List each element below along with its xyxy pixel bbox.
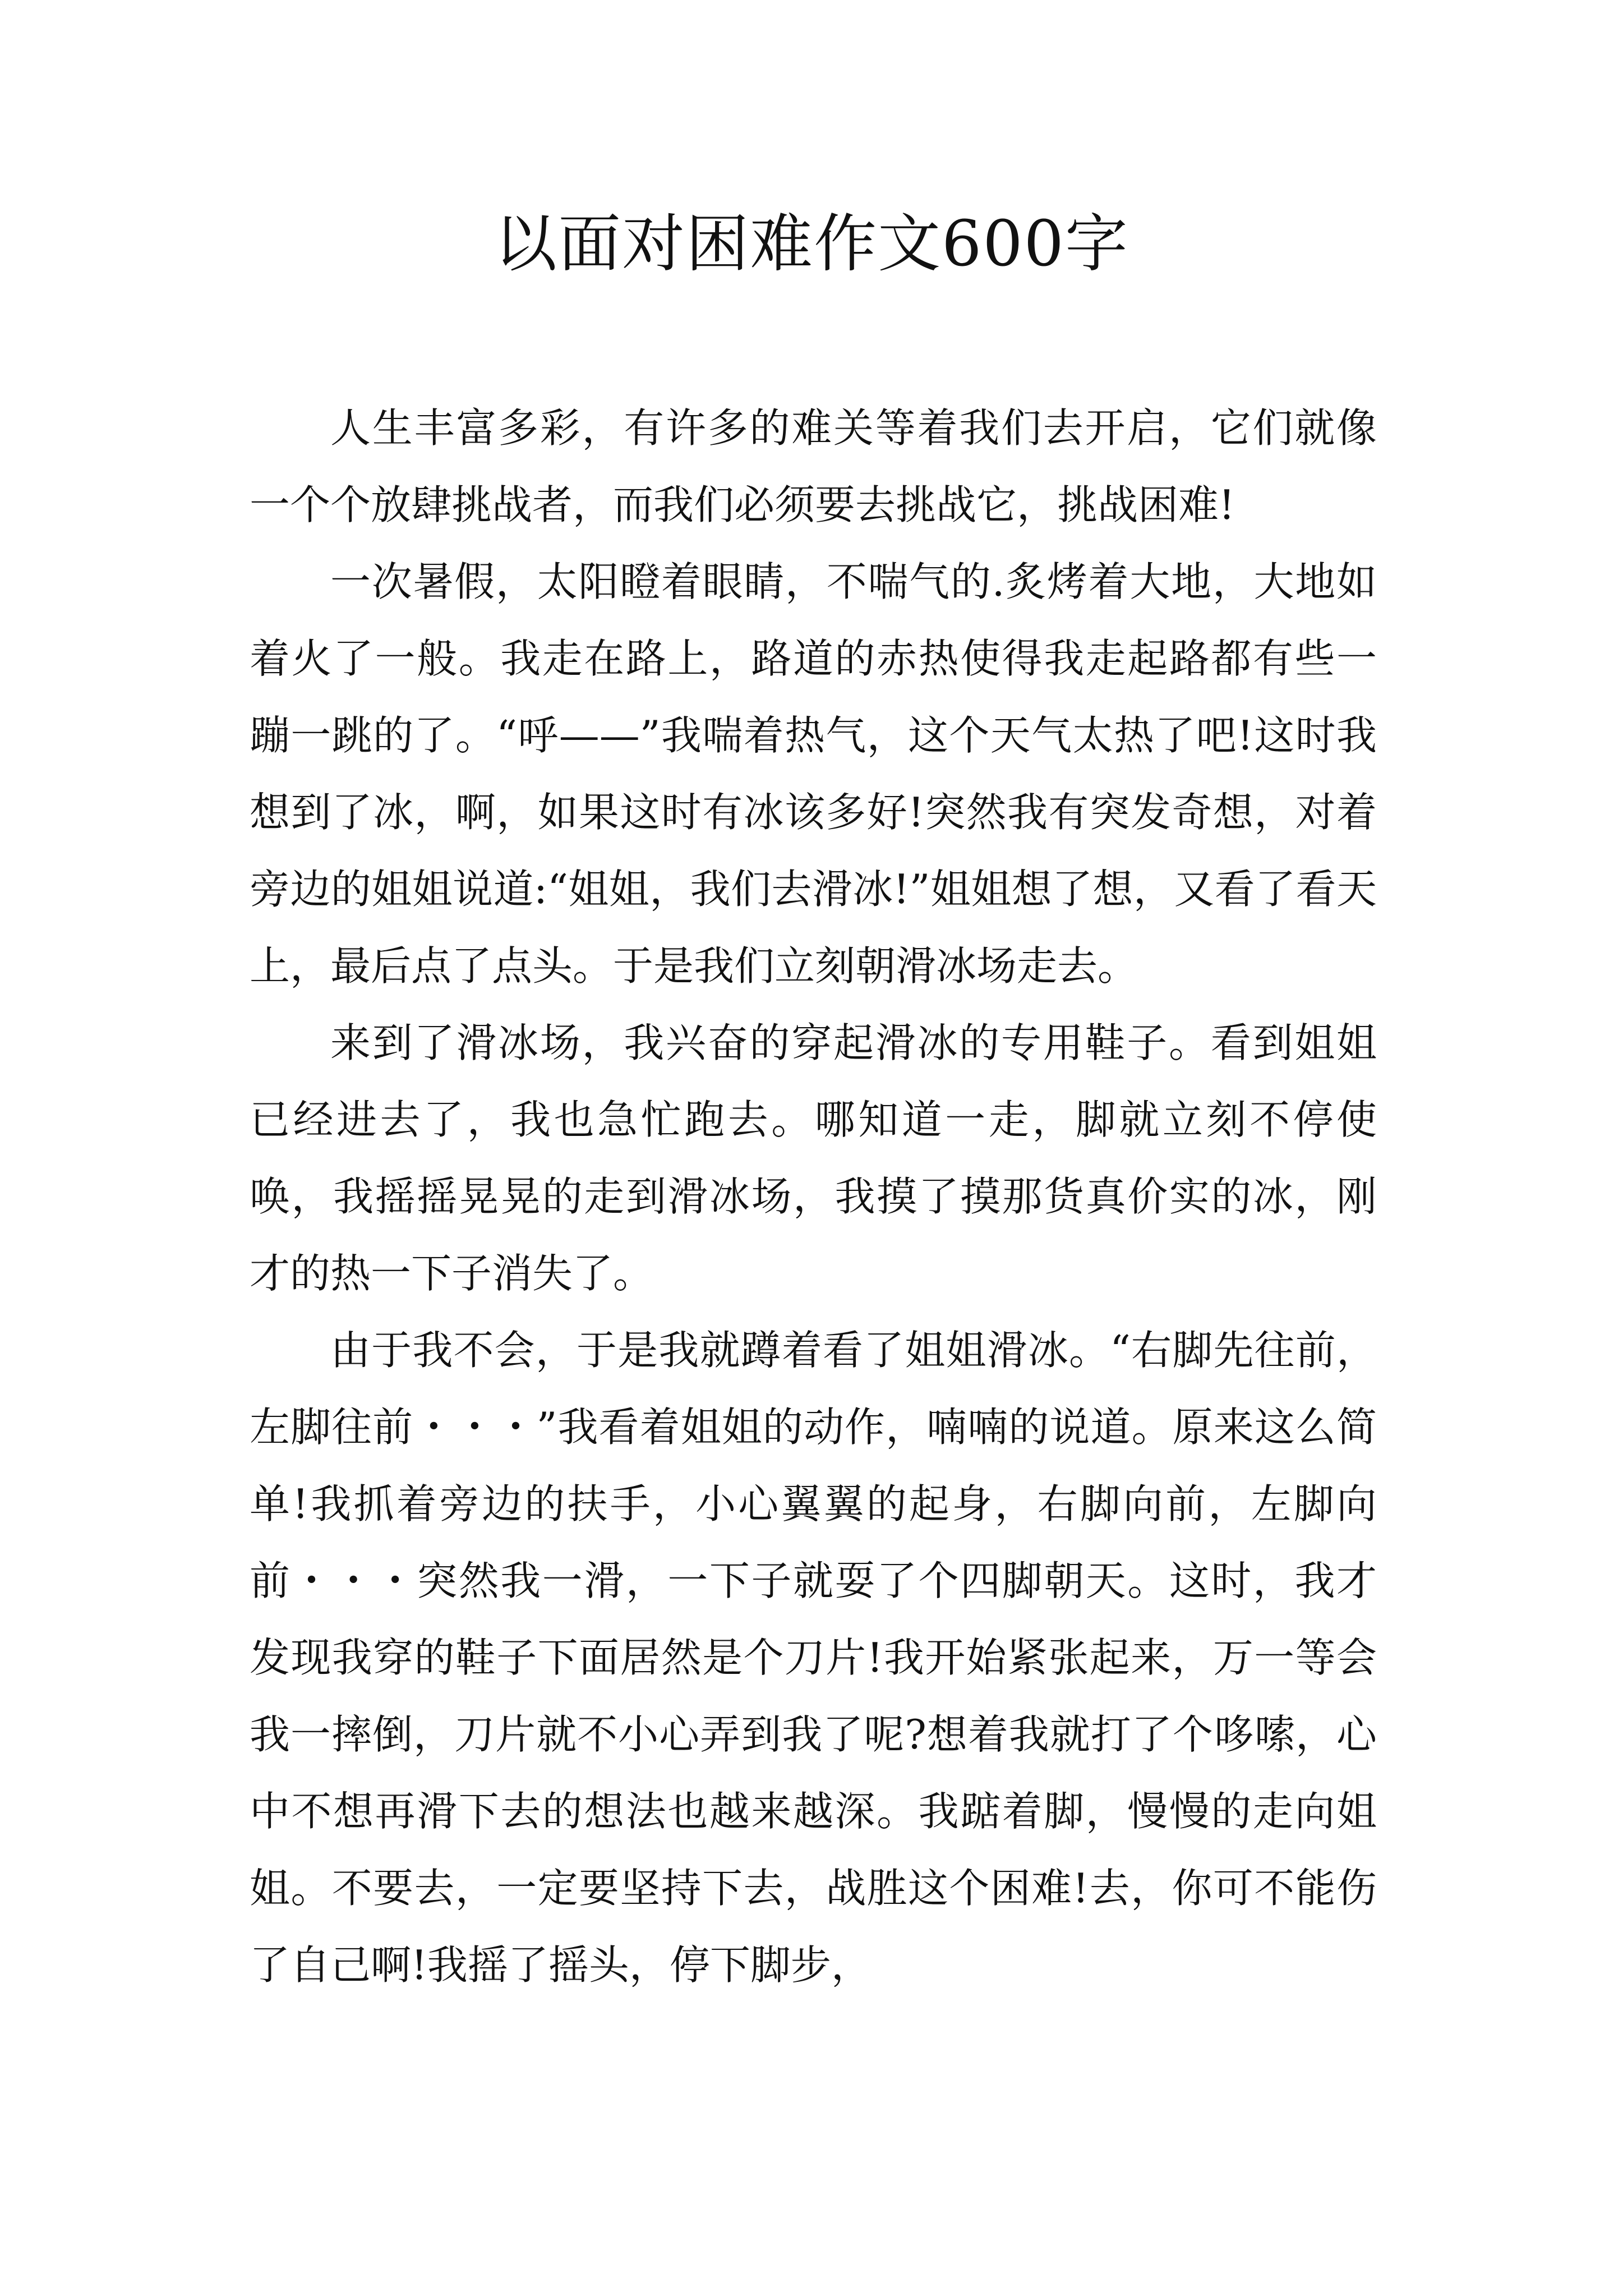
paragraph: 人生丰富多彩，有许多的难关等着我们去开启，它们就像一个个放肆挑战者，而我们必须要去挑战它，挑战困难! [250,404,1377,528]
paragraph: 一次暑假，太阳瞪着眼睛，不喘气的.炙烤着大地，大地如着火了一般。我走在路上，路道的赤热使得我走起路都有些一蹦一跳的了。“呼——”我喘着热气，这个天气太热了吧!这时我想到了冰，啊，如果这时有冰该多好!突然我有突发奇想，对着旁边的姐姐说道:“姐姐，我们去滑冰!”姐姐想了想，又看了看天上，最后点了点头。于是我们立刻朝滑冰场走去。 [250,558,1377,990]
document-title: 以面对困难作文600字 [494,208,1129,280]
paragraph: 由于我不会，于是我就蹲着看了姐姐滑冰。“右脚先往前，左脚往前・・・”我看着姐姐的动作，喃喃的说道。原来这么简单!我抓着旁边的扶手，小心翼翼的起身，右脚向前，左脚向前・・・突然我一滑，一下子就耍了个四脚朝天。这时，我才发现我穿的鞋子下面居然是个刀片!我开始紧张起来，万一等会我一摔倒，刀片就不小心弄到我了呢?想着我就打了个哆嗦，心中不想再滑下去的想法也越来越深。我踮着脚，慢慢的走向姐姐。不要去，一定要坚持下去，战胜这个困难!去，你可不能伤了自己啊!我摇了摇头，停下脚步， [250,1327,1377,1989]
document-body [250,390,1377,2004]
paragraph: 来到了滑冰场，我兴奋的穿起滑冰的专用鞋子。看到姐姐已经进去了，我也急忙跑去。哪知道一走，脚就立刻不停使唤，我摇摇晃晃的走到滑冰场，我摸了摸那货真价实的冰，刚才的热一下子消失了。 [250,1019,1377,1297]
